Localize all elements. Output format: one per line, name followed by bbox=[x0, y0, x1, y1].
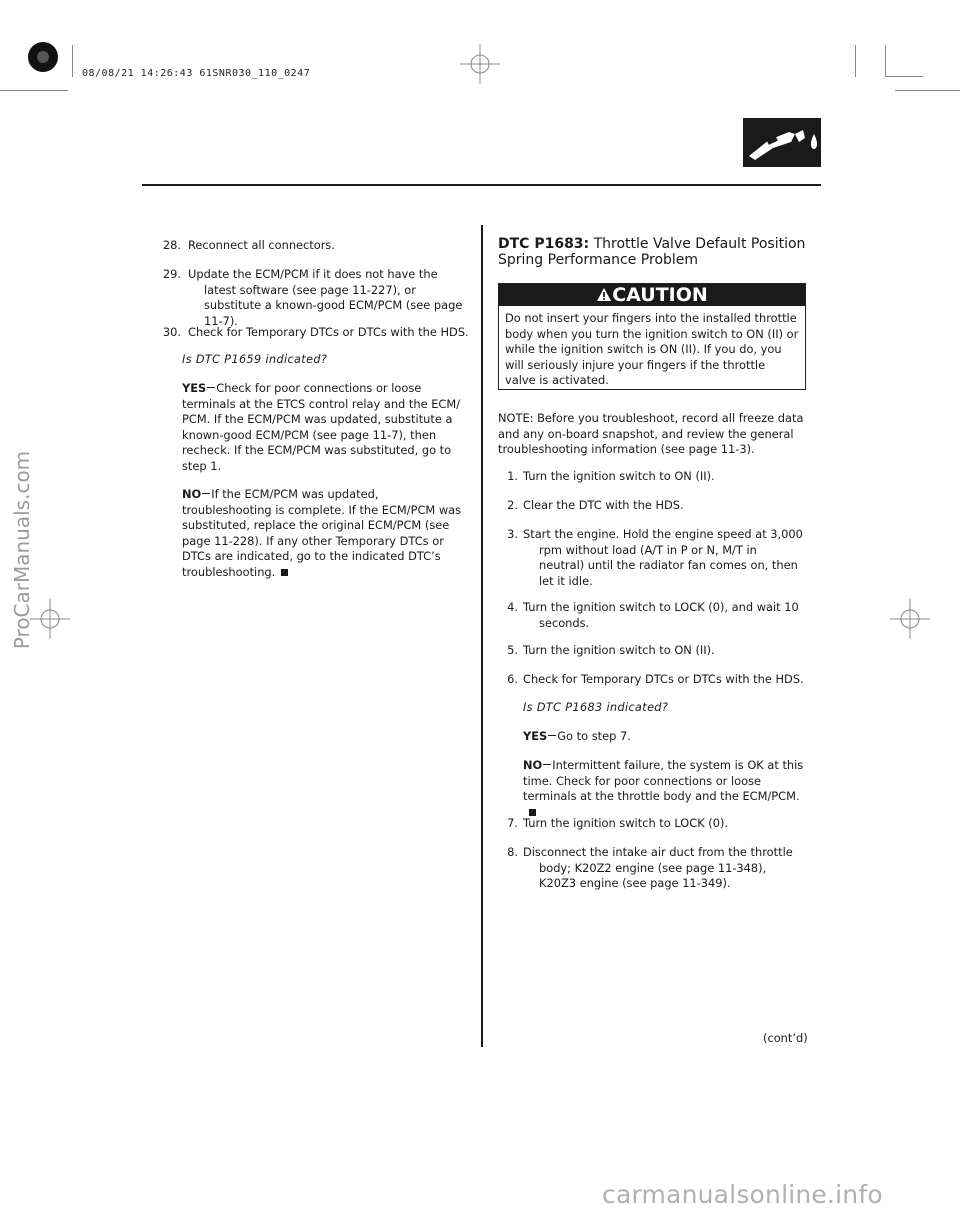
crop-line bbox=[885, 45, 886, 77]
step-number: 4. bbox=[507, 600, 518, 614]
no-text: If the ECM/PCM was updated, troubleshooting is complete. If the ECM/PCM was substituted, replace the original ECM/PCM (see page 11-228). If any other Temporary DTCs or DTCs are indicated, go to the indicated DTC’s troubleshooting. bbox=[182, 487, 462, 579]
step-number: 3. bbox=[507, 527, 518, 541]
crosshair-mark-top bbox=[458, 42, 502, 86]
dash bbox=[543, 764, 551, 765]
end-of-procedure-mark bbox=[281, 569, 288, 576]
dash bbox=[207, 387, 215, 388]
crop-line bbox=[0, 90, 68, 91]
continued-label: (cont’d) bbox=[763, 1031, 808, 1045]
step-number: 5. bbox=[507, 643, 518, 657]
yes-label: YES bbox=[182, 381, 207, 395]
caution-text: Do not insert your fingers into the installed throttle body when you turn the ignition switch to ON (II) or while the ignition switch is ON (II). If you do, you will seriously injure your fingers if the throttle valve is activated. bbox=[505, 311, 799, 388]
crosshair-mark-right bbox=[888, 597, 932, 641]
step-number: 1. bbox=[507, 469, 518, 483]
dtc-title: Throttle Valve Default Position Spring Performance Problem bbox=[498, 236, 806, 268]
no-label: NO bbox=[182, 487, 202, 501]
bottom-watermark: carmanualsonline.info bbox=[602, 1180, 883, 1209]
step-text: Turn the ignition switch to ON (II). bbox=[523, 643, 715, 657]
question-text: Is DTC P1659 indicated? bbox=[182, 353, 328, 366]
crop-line bbox=[885, 76, 923, 77]
sidebar-watermark-text: ProCarManuals.com bbox=[10, 450, 34, 650]
header-rule bbox=[142, 184, 821, 186]
registration-mark-top-left bbox=[28, 42, 58, 72]
end-of-procedure-mark bbox=[529, 809, 536, 816]
step-text: Start the engine. Hold the engine speed at 3,000 rpm without load (A/T in P or N, M/T in neutral) until the radiator fan comes on, then let it idle. bbox=[523, 527, 803, 588]
step-text: Disconnect the intake air duct from the throttle body; K20Z2 engine (see page 11-348), K20Z3 engine (see page 11-349). bbox=[523, 845, 793, 891]
step-number: 29. bbox=[162, 267, 181, 281]
caution-banner bbox=[499, 284, 805, 306]
question-text: Is DTC P1683 indicated? bbox=[523, 701, 669, 714]
step-text: Update the ECM/PCM if it does not have the latest software (see page 11-227), or substitute a known-good ECM/PCM (see page 11-7). bbox=[188, 267, 463, 328]
yes-label: YES bbox=[523, 729, 548, 743]
caution-box bbox=[498, 283, 806, 390]
column-divider bbox=[481, 225, 483, 1047]
step-number: 7. bbox=[507, 816, 518, 830]
yes-text: Check for poor connections or loose terminals at the ETCS control relay and the ECM/ PCM. If the ECM/PCM was updated, substitute a known-good ECM/PCM (see page 11-7), then recheck. If the ECM/PCM was substituted, go to step 1. bbox=[182, 381, 461, 473]
step-number: 2. bbox=[507, 498, 518, 512]
step-text: Check for Temporary DTCs or DTCs with the HDS. bbox=[523, 672, 804, 686]
sidebar-watermark bbox=[4, 440, 40, 660]
step-text: Check for Temporary DTCs or DTCs with the HDS. bbox=[188, 325, 469, 339]
dash bbox=[202, 493, 210, 494]
step-text: Reconnect all connectors. bbox=[188, 238, 335, 252]
fuel-nozzle-icon bbox=[743, 118, 821, 167]
no-answer bbox=[523, 758, 808, 820]
step-text: Turn the ignition switch to ON (II). bbox=[523, 469, 715, 483]
yes-answer bbox=[523, 729, 808, 745]
crop-line bbox=[855, 45, 856, 77]
step-number: 30. bbox=[162, 325, 181, 339]
dtc-code: DTC P1683: bbox=[498, 236, 590, 252]
crop-line bbox=[72, 45, 73, 77]
step-number: 6. bbox=[507, 672, 518, 686]
step-text: Turn the ignition switch to LOCK (0), and wait 10 seconds. bbox=[523, 600, 799, 630]
dtc-heading bbox=[498, 236, 808, 268]
step-text: Clear the DTC with the HDS. bbox=[523, 498, 684, 512]
section-icon-box bbox=[743, 118, 821, 167]
dash bbox=[548, 735, 556, 736]
step-number: 8. bbox=[507, 845, 518, 859]
step-text: Turn the ignition switch to LOCK (0). bbox=[523, 816, 729, 830]
no-answer bbox=[182, 487, 466, 581]
print-stamp: 08/08/21 14:26:43 61SNR030_110_0247 bbox=[82, 68, 311, 79]
note-text: NOTE: Before you troubleshoot, record all freeze data and any on-board snapshot, and review the general troubleshooting information (see page 11-3). bbox=[498, 411, 804, 457]
step-number: 28. bbox=[162, 238, 181, 252]
no-label: NO bbox=[523, 758, 543, 772]
yes-text: Go to step 7. bbox=[557, 729, 631, 743]
warning-triangle-icon bbox=[596, 287, 612, 302]
caution-label: CAUTION bbox=[612, 284, 708, 306]
no-text: Intermittent failure, the system is OK at this time. Check for poor connections or loose terminals at the throttle body and the ECM/PCM. bbox=[523, 758, 804, 804]
crop-line bbox=[895, 90, 960, 91]
yes-answer bbox=[182, 381, 466, 475]
